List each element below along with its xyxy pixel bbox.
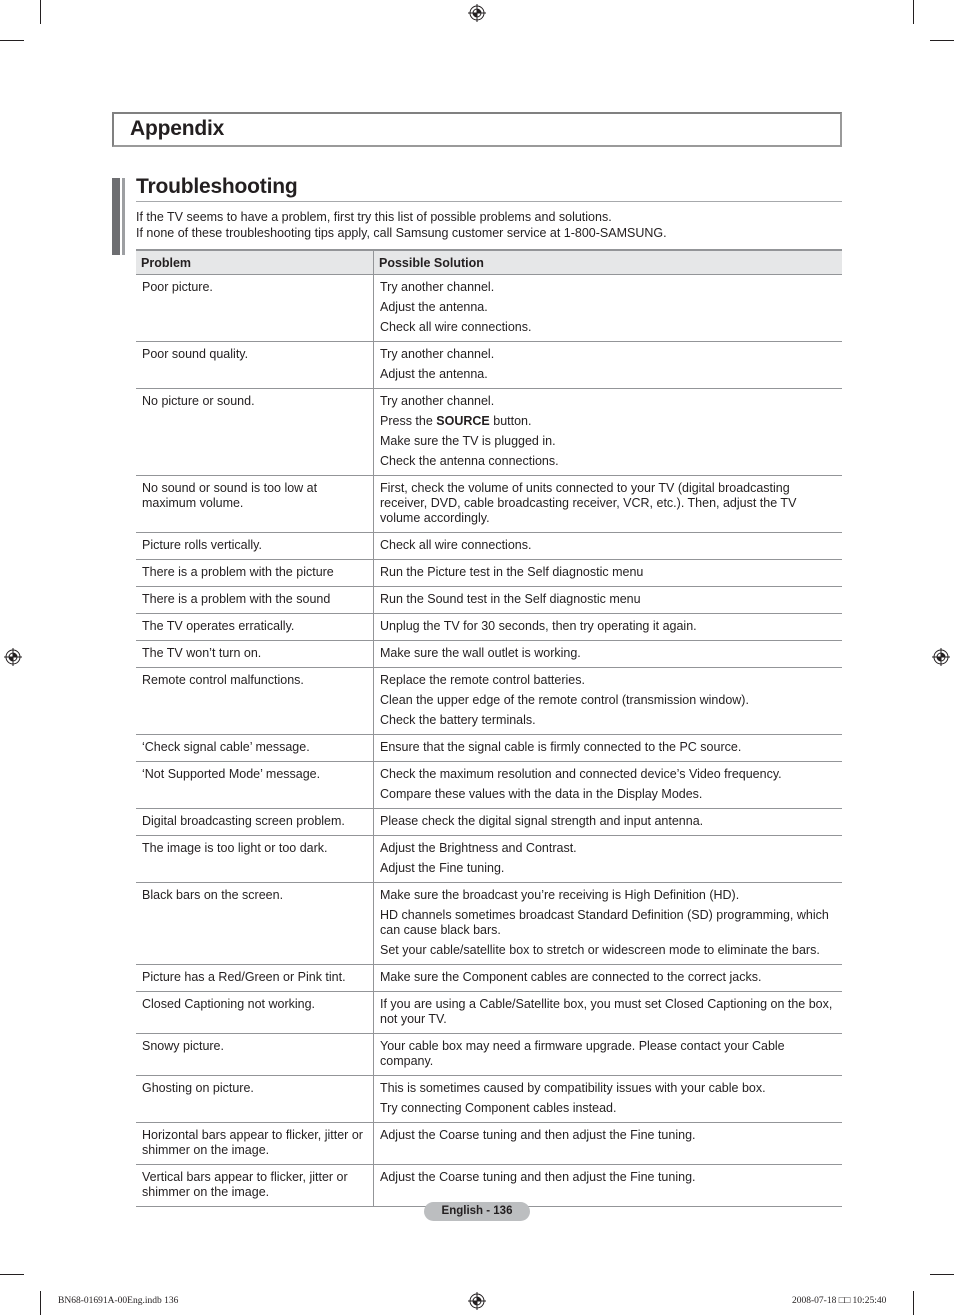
crop-mark xyxy=(913,1291,914,1315)
solution-text: Make sure the Component cables are connected to the correct jacks. xyxy=(380,970,762,984)
section-rule xyxy=(136,201,842,202)
table-header-row xyxy=(136,250,842,275)
solution-text: Press the SOURCE button. xyxy=(380,414,532,428)
table-row xyxy=(136,1165,842,1207)
solution-cell xyxy=(374,836,843,883)
problem-text: Horizontal bars appear to flicker, jitter or shimmer on the image. xyxy=(142,1128,363,1157)
crop-mark xyxy=(0,1274,24,1275)
table-row xyxy=(136,560,842,587)
problem-cell xyxy=(136,587,374,614)
problem-text: Closed Captioning not working. xyxy=(142,997,316,1011)
section-marker-bar xyxy=(112,178,120,255)
problem-cell xyxy=(136,1076,374,1123)
table-row xyxy=(136,533,842,560)
intro-line: If the TV seems to have a problem, first try this list of possible problems and solutions. xyxy=(136,210,612,224)
section-marker-bar xyxy=(122,178,125,255)
solution-text: Make sure the broadcast you’re receiving is High Definition (HD). xyxy=(380,888,740,902)
solution-text: Try another channel. xyxy=(380,394,495,408)
solution-cell xyxy=(374,342,843,389)
solution-cell xyxy=(374,809,843,836)
problem-text: Picture rolls vertically. xyxy=(142,538,262,552)
table-row xyxy=(136,587,842,614)
solution-text: Adjust the Brightness and Contrast. xyxy=(380,841,577,855)
appendix-header xyxy=(112,112,842,147)
problem-text: The TV won’t turn on. xyxy=(142,646,262,660)
problem-cell xyxy=(136,476,374,533)
problem-text: Vertical bars appear to flicker, jitter or shimmer on the image. xyxy=(142,1170,348,1199)
crop-mark xyxy=(930,40,954,41)
solution-text: Check the antenna connections. xyxy=(380,454,559,468)
registration-mark-icon xyxy=(932,648,950,666)
solution-text: Check the battery terminals. xyxy=(380,713,536,727)
solution-cell xyxy=(374,614,843,641)
solution-cell xyxy=(374,1165,843,1207)
intro-line: If none of these troubleshooting tips apply, call Samsung customer service at 1-800-SAMSUNG. xyxy=(136,225,667,240)
crop-mark xyxy=(930,1274,954,1275)
problem-text: The image is too light or too dark. xyxy=(142,841,328,855)
problem-text: There is a problem with the picture xyxy=(142,565,334,579)
solution-cell xyxy=(374,1123,843,1165)
solution-text: Run the Sound test in the Self diagnostic menu xyxy=(380,592,641,606)
problem-text: Ghosting on picture. xyxy=(142,1081,254,1095)
table-row xyxy=(136,992,842,1034)
solution-text: This is sometimes caused by compatibility issues with your cable box. xyxy=(380,1081,766,1095)
page-number: English - 136 xyxy=(424,1202,530,1221)
table-row xyxy=(136,476,842,533)
source-keyword: SOURCE xyxy=(436,414,490,428)
solution-cell xyxy=(374,883,843,965)
problem-text: Black bars on the screen. xyxy=(142,888,284,902)
table-row xyxy=(136,389,842,476)
solution-text: Make sure the wall outlet is working. xyxy=(380,646,581,660)
problem-text: Picture has a Red/Green or Pink tint. xyxy=(142,970,346,984)
table-row xyxy=(136,614,842,641)
registration-mark-icon xyxy=(468,4,486,22)
problem-cell xyxy=(136,533,374,560)
problem-cell xyxy=(136,992,374,1034)
problem-cell xyxy=(136,560,374,587)
column-header-solution: Possible Solution xyxy=(374,250,843,275)
section-marker xyxy=(112,178,126,255)
solution-text: Replace the remote control batteries. xyxy=(380,673,585,687)
registration-mark-icon xyxy=(468,1292,486,1310)
problem-text: There is a problem with the sound xyxy=(142,592,331,606)
solution-text: Try another channel. xyxy=(380,347,495,361)
problem-text: ‘Check signal cable’ message. xyxy=(142,740,310,754)
problem-text: The TV operates erratically. xyxy=(142,619,295,633)
problem-cell xyxy=(136,1034,374,1076)
solution-cell xyxy=(374,668,843,735)
imprint-file: BN68-01691A-00Eng.indb 136 xyxy=(58,1296,179,1306)
solution-text: Set your cable/satellite box to stretch or widescreen mode to eliminate the bars. xyxy=(380,943,820,957)
problem-cell xyxy=(136,735,374,762)
table-row xyxy=(136,809,842,836)
solution-text: Please check the digital signal strength and input antenna. xyxy=(380,814,704,828)
solution-cell xyxy=(374,560,843,587)
solution-text: Make sure the TV is plugged in. xyxy=(380,434,556,448)
solution-text: Adjust the Coarse tuning and then adjust the Fine tuning. xyxy=(380,1170,696,1184)
problem-cell xyxy=(136,883,374,965)
solution-cell xyxy=(374,762,843,809)
imprint-timestamp: 2008-07-18 □□ 10:25:40 xyxy=(792,1296,887,1306)
solution-cell xyxy=(374,1034,843,1076)
solution-text: Adjust the antenna. xyxy=(380,367,488,381)
problem-cell xyxy=(136,389,374,476)
problem-text: No picture or sound. xyxy=(142,394,255,408)
solution-text: Adjust the antenna. xyxy=(380,300,488,314)
problem-cell xyxy=(136,668,374,735)
registration-mark-icon xyxy=(4,648,22,666)
table-row xyxy=(136,342,842,389)
crop-mark xyxy=(40,0,41,24)
solution-text: Adjust the Coarse tuning and then adjust the Fine tuning. xyxy=(380,1128,696,1142)
solution-text: Try another channel. xyxy=(380,280,495,294)
solution-text: Run the Picture test in the Self diagnostic menu xyxy=(380,565,644,579)
section-intro xyxy=(136,210,667,241)
problem-cell xyxy=(136,809,374,836)
table-row xyxy=(136,735,842,762)
solution-text: Check the maximum resolution and connected device’s Video frequency. xyxy=(380,767,782,781)
column-header-problem: Problem xyxy=(136,250,374,275)
crop-mark xyxy=(913,0,914,24)
problem-cell xyxy=(136,614,374,641)
problem-cell xyxy=(136,275,374,342)
solution-cell xyxy=(374,735,843,762)
problem-cell xyxy=(136,641,374,668)
solution-text: Clean the upper edge of the remote control (transmission window). xyxy=(380,693,749,707)
solution-cell xyxy=(374,533,843,560)
table-row xyxy=(136,965,842,992)
solution-text: First, check the volume of units connected to your TV (digital broadcasting receiver, DVD, cable broadcasting receiver, VCR, etc.). Then, adjust the TV volume accordingly. xyxy=(380,481,797,525)
solution-cell xyxy=(374,587,843,614)
solution-cell xyxy=(374,992,843,1034)
problem-text: Poor picture. xyxy=(142,280,213,294)
table-row xyxy=(136,836,842,883)
table-row xyxy=(136,762,842,809)
problem-text: ‘Not Supported Mode’ message. xyxy=(142,767,321,781)
crop-mark xyxy=(0,40,24,41)
solution-cell xyxy=(374,1076,843,1123)
problem-text: Snowy picture. xyxy=(142,1039,224,1053)
table-row xyxy=(136,275,842,342)
solution-text: Ensure that the signal cable is firmly connected to the PC source. xyxy=(380,740,742,754)
problem-text: Digital broadcasting screen problem. xyxy=(142,814,345,828)
solution-cell xyxy=(374,389,843,476)
table-row xyxy=(136,1034,842,1076)
problem-text: No sound or sound is too low at maximum volume. xyxy=(142,481,318,510)
solution-text: HD channels sometimes broadcast Standard Definition (SD) programming, which can cause black bars. xyxy=(380,908,829,937)
page-title: Appendix xyxy=(130,117,225,140)
section-title: Troubleshooting xyxy=(136,175,298,198)
problem-cell xyxy=(136,342,374,389)
solution-text: If you are using a Cable/Satellite box, you must set Closed Captioning on the box, not your TV. xyxy=(380,997,833,1026)
table-row xyxy=(136,1076,842,1123)
solution-text: Unplug the TV for 30 seconds, then try operating it again. xyxy=(380,619,697,633)
solution-text: Check all wire connections. xyxy=(380,538,532,552)
solution-cell xyxy=(374,476,843,533)
solution-text: Your cable box may need a firmware upgrade. Please contact your Cable company. xyxy=(380,1039,785,1068)
table-row xyxy=(136,641,842,668)
solution-cell xyxy=(374,275,843,342)
problem-cell xyxy=(136,762,374,809)
problem-cell xyxy=(136,965,374,992)
solution-text: Compare these values with the data in the Display Modes. xyxy=(380,787,703,801)
table-row xyxy=(136,1123,842,1165)
table-row xyxy=(136,883,842,965)
problem-text: Poor sound quality. xyxy=(142,347,249,361)
solution-text: Try connecting Component cables instead. xyxy=(380,1101,617,1115)
crop-mark xyxy=(40,1291,41,1315)
problem-cell xyxy=(136,1123,374,1165)
solution-text: Check all wire connections. xyxy=(380,320,532,334)
problem-text: Remote control malfunctions. xyxy=(142,673,304,687)
troubleshooting-table xyxy=(136,249,842,1207)
table-row xyxy=(136,668,842,735)
solution-cell xyxy=(374,641,843,668)
table-body xyxy=(136,275,842,1207)
problem-cell xyxy=(136,1165,374,1207)
problem-cell xyxy=(136,836,374,883)
solution-cell xyxy=(374,965,843,992)
solution-text: Adjust the Fine tuning. xyxy=(380,861,505,875)
